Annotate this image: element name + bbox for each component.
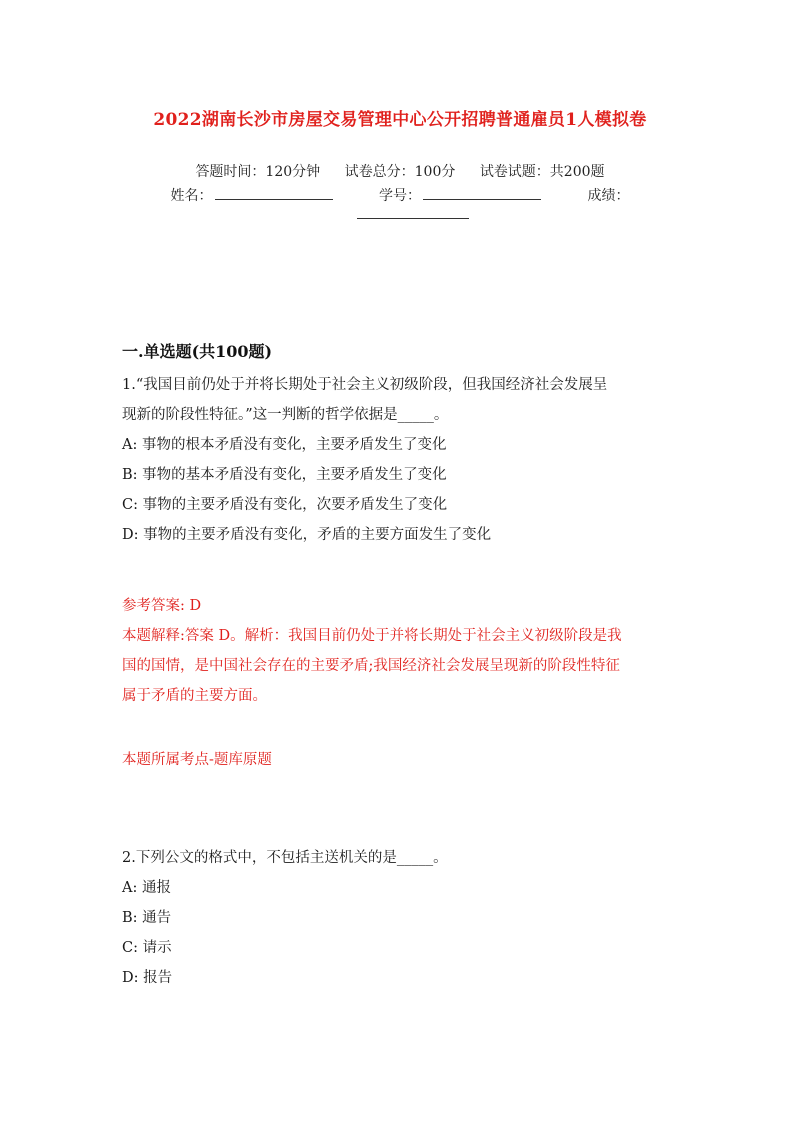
question-1-answer-block [122,591,682,711]
question-1 [122,370,682,550]
question-2-option-a: A: 通报 [122,880,171,896]
name-label: 姓名： [170,188,213,204]
question-1-option-c: C: 事物的主要矛盾没有变化，次要矛盾发生了变化 [122,497,448,513]
question-2-option-b: B: 通告 [122,910,172,926]
question-1-option-d: D: 事物的主要矛盾没有变化，矛盾的主要方面发生了变化 [122,527,492,543]
question-2 [122,843,682,993]
question-2-option-d: D: 报告 [122,970,173,986]
score-label: 成绩： [587,188,630,204]
student-id-blank [423,185,541,200]
question-1-stem-line-2: 现新的阶段性特征。”这一判断的哲学依据是_____。 [122,407,449,423]
exam-title: 2022湖南长沙市房屋交易管理中心公开招聘普通雇员1人模拟卷 [153,110,647,130]
question-1-option-a: A: 事物的根本矛盾没有变化，主要矛盾发生了变化 [122,437,447,453]
question-1-explanation-line-1: 本题解释:答案 D。解析：我国目前仍处于并将长期处于社会主义初级阶段是我 [122,628,622,644]
exam-time: 答题时间：120分钟 [195,164,321,180]
question-1-source: 本题所属考点-题库原题 [122,752,272,768]
name-blank [215,185,333,200]
question-1-explanation-line-2: 国的国情，是中国社会存在的主要矛盾;我国经济社会发展呈现新的阶段性特征 [122,658,620,674]
question-1-option-b: B: 事物的基本矛盾没有变化，主要矛盾发生了变化 [122,467,447,483]
question-1-answer: 参考答案: D [122,598,202,614]
exam-total-score: 试卷总分：100分 [344,164,456,180]
question-1-stem-line-1: 1.“我国目前仍处于并将长期处于社会主义初级阶段，但我国经济社会发展呈 [122,377,608,393]
exam-info [0,161,800,181]
score-blank [357,202,469,219]
student-id-label: 学号： [379,188,421,204]
question-2-option-c: C: 请示 [122,940,172,956]
question-1-explanation-line-3: 属于矛盾的主要方面。 [122,688,267,704]
question-2-stem: 2.下列公文的格式中，不包括主送机关的是_____。 [122,850,448,866]
section-title: 一.单选题(共100题) [122,342,273,361]
exam-question-count: 试卷试题：共200题 [479,164,605,180]
